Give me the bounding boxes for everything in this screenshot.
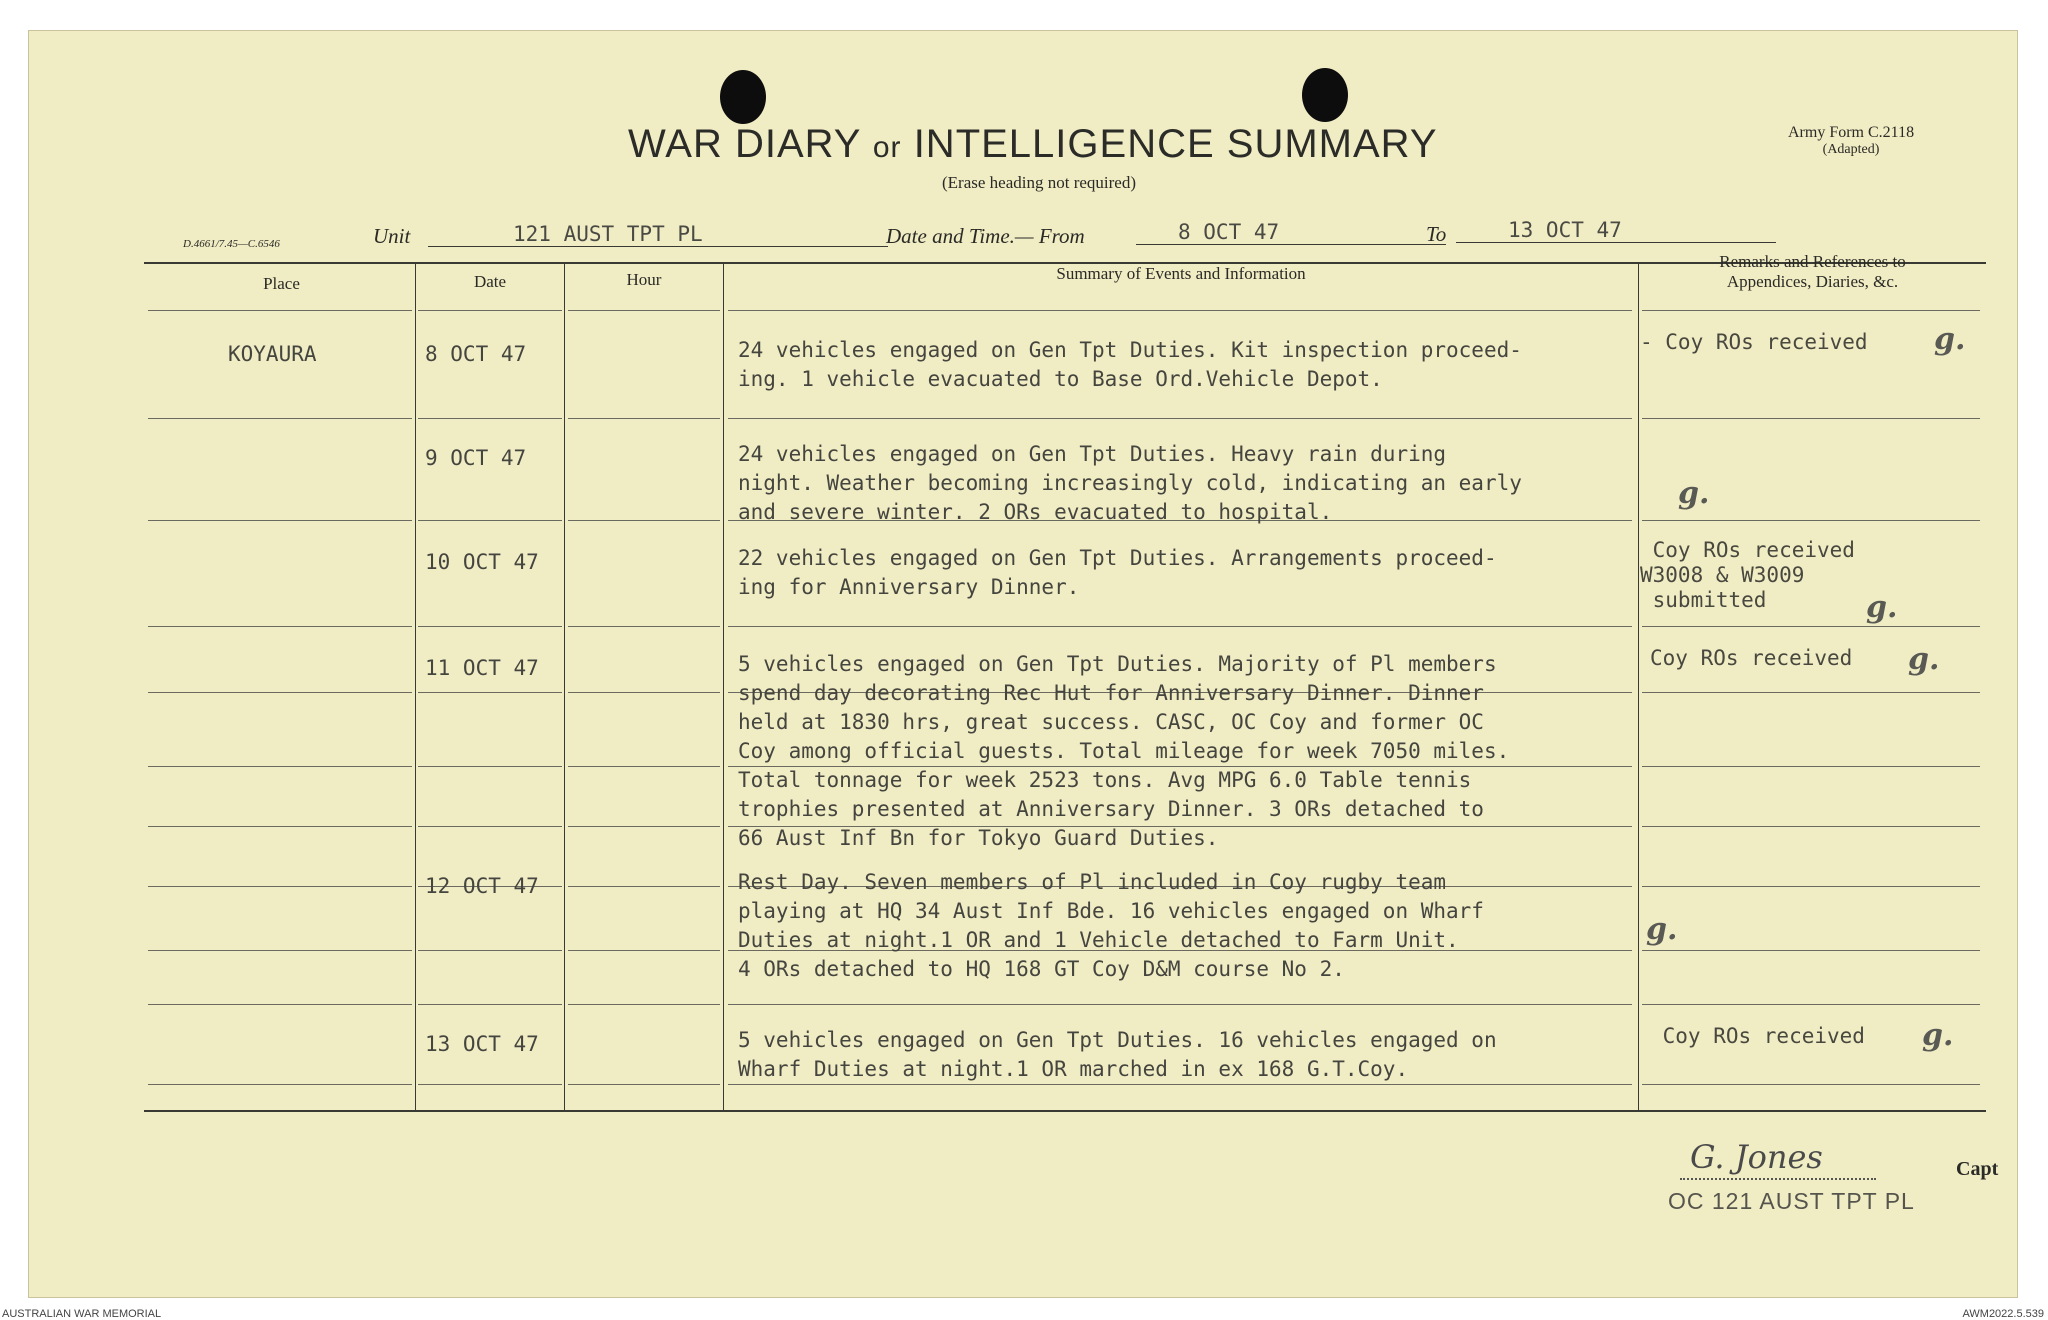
entry-remarks: Coy ROs received (1650, 646, 1853, 670)
ruled-line (148, 626, 412, 627)
ruled-line (568, 1004, 720, 1005)
ruled-line (1642, 826, 1980, 827)
ruled-line (728, 418, 1632, 419)
ruled-line (418, 310, 562, 311)
ruled-line (568, 826, 720, 827)
entry-date: 12 OCT 47 (425, 874, 539, 898)
ruled-line (418, 826, 562, 827)
ruled-line (728, 310, 1632, 311)
ruled-line (148, 520, 412, 521)
ruled-line (418, 1084, 562, 1085)
ruled-line (148, 886, 412, 887)
handwritten-initial: g. (1908, 642, 1940, 677)
war-diary-sheet (28, 30, 2018, 1298)
entry-summary: 5 vehicles engaged on Gen Tpt Duties. 16 vehicles engaged on Wharf Duties at night.1 OR marched in ex 168 G.T.Coy. (738, 1028, 1497, 1081)
ruled-line (418, 1004, 562, 1005)
ruled-line (1642, 886, 1980, 887)
handwritten-initial: g. (1922, 1018, 1954, 1053)
unit-value: 121 AUST TPT PL (513, 222, 703, 246)
ruled-line (418, 520, 562, 521)
entry-summary: 24 vehicles engaged on Gen Tpt Duties. Kit inspection proceed- ing. 1 vehicle evacuated to Base Ord.Vehicle Depot. (738, 338, 1522, 391)
ruled-line (1642, 692, 1980, 693)
ruled-line (418, 626, 562, 627)
entry-date: 11 OCT 47 (425, 656, 539, 680)
handwritten-initial: g. (1646, 912, 1678, 947)
ruled-line (148, 310, 412, 311)
date-to-label: To (1426, 222, 1447, 246)
ruled-line (728, 1004, 1632, 1005)
ruled-line (568, 886, 720, 887)
ruled-line (1642, 766, 1980, 767)
ruled-line (148, 1004, 412, 1005)
ruled-line (568, 418, 720, 419)
form-number: Army Form C.2118 (Adapted) (1788, 124, 1915, 157)
ruled-line (148, 418, 412, 419)
punch-hole-left (720, 70, 766, 124)
entry-date: 13 OCT 47 (425, 1032, 539, 1056)
handwritten-initial: g. (1934, 322, 1966, 357)
signature: G. Jones (1690, 1138, 1823, 1176)
ruled-line (1642, 1004, 1980, 1005)
entry-remarks: - Coy ROs received (1640, 330, 1868, 354)
entry-place: KOYAURA (228, 342, 317, 366)
entry-remarks: Coy ROs received (1650, 1024, 1865, 1048)
ruled-line (568, 692, 720, 693)
ruled-line (148, 692, 412, 693)
signature-rank: Capt (1956, 1158, 1999, 1180)
column-header-hour: Hour (626, 270, 662, 289)
handwritten-initial: g. (1866, 590, 1898, 625)
column-header-summary: Summary of Events and Information (1056, 264, 1306, 283)
document-title: WAR DIARY or INTELLIGENCE SUMMARY (628, 122, 1438, 166)
entry-summary: Rest Day. Seven members of Pl included in Coy rugby team playing at HQ 34 Aust Inf Bde. 16 vehicles engaged on Wharf Duties at night.1 OR and 1 Vehicle detached to Farm Unit. 4 ORs detached to HQ 168 GT Coy D&M course No 2. (738, 870, 1484, 981)
punch-hole-right (1302, 68, 1348, 122)
signature-dotted-line (1680, 1178, 1876, 1180)
ruled-line (1642, 520, 1980, 521)
handwritten-initial: g. (1678, 476, 1710, 511)
ruled-line (1642, 950, 1980, 951)
entry-remarks: Coy ROs received W3008 & W3009 submitted (1640, 538, 1855, 612)
form-reference: D.4661/7.45—C.6546 (183, 238, 280, 250)
column-header-remarks: Remarks and References to Appendices, Diaries, &c. (1719, 252, 1906, 291)
ruled-line (418, 692, 562, 693)
ruled-line (568, 310, 720, 311)
date-to-value: 13 OCT 47 (1508, 218, 1622, 242)
footer-left: AUSTRALIAN WAR MEMORIAL (2, 1308, 162, 1320)
footer-right: AWM2022.5.539 (1962, 1308, 2044, 1320)
entry-date: 9 OCT 47 (425, 446, 527, 470)
entry-summary: 22 vehicles engaged on Gen Tpt Duties. Arrangements proceed- ing for Anniversary Dinner. (738, 546, 1497, 599)
entry-date: 10 OCT 47 (425, 550, 539, 574)
entry-date: 8 OCT 47 (425, 342, 527, 366)
ruled-line (148, 826, 412, 827)
entry-summary: 24 vehicles engaged on Gen Tpt Duties. Heavy rain during night. Weather becoming increasingly cold, indicating an early and severe winter. 2 ORs evacuated to hospital. (738, 442, 1522, 524)
ruled-line (418, 950, 562, 951)
ruled-line (148, 1084, 412, 1085)
column-header-date: Date (473, 272, 507, 291)
ruled-line (568, 520, 720, 521)
ruled-line (148, 766, 412, 767)
ruled-line (728, 1084, 1632, 1085)
column-header-place: Place (263, 274, 300, 293)
date-time-label: Date and Time.— From (886, 224, 1085, 248)
ruled-line (1642, 1084, 1980, 1085)
ruled-line (418, 418, 562, 419)
title-instruction: (Erase heading not required) (942, 173, 1136, 192)
ruled-line (728, 626, 1632, 627)
ruled-line (1642, 418, 1980, 419)
ruled-line (1642, 310, 1980, 311)
unit-label: Unit (373, 224, 411, 248)
ruled-line (568, 950, 720, 951)
ruled-line (418, 766, 562, 767)
entry-summary: 5 vehicles engaged on Gen Tpt Duties. Majority of Pl members spend day decorating Rec Hut for Anniversary Dinner. Dinner held at 1830 hrs, great success. CASC, OC Coy and former OC Coy among official guests. Total mileage for week 7050 miles. Total tonnage for week 2523 tons. Avg MPG 6.0 Table tennis trophies presented at Anniversary Dinner. 3 ORs detached to 66 Aust Inf Bn for Tokyo Guard Duties. (738, 652, 1510, 850)
unit-stamp: OC 121 AUST TPT PL (1668, 1188, 1915, 1214)
date-from-value: 8 OCT 47 (1178, 220, 1280, 244)
ruled-line (568, 1084, 720, 1085)
ruled-line (148, 950, 412, 951)
ruled-line (1642, 626, 1980, 627)
ruled-line (568, 626, 720, 627)
ruled-line (568, 766, 720, 767)
